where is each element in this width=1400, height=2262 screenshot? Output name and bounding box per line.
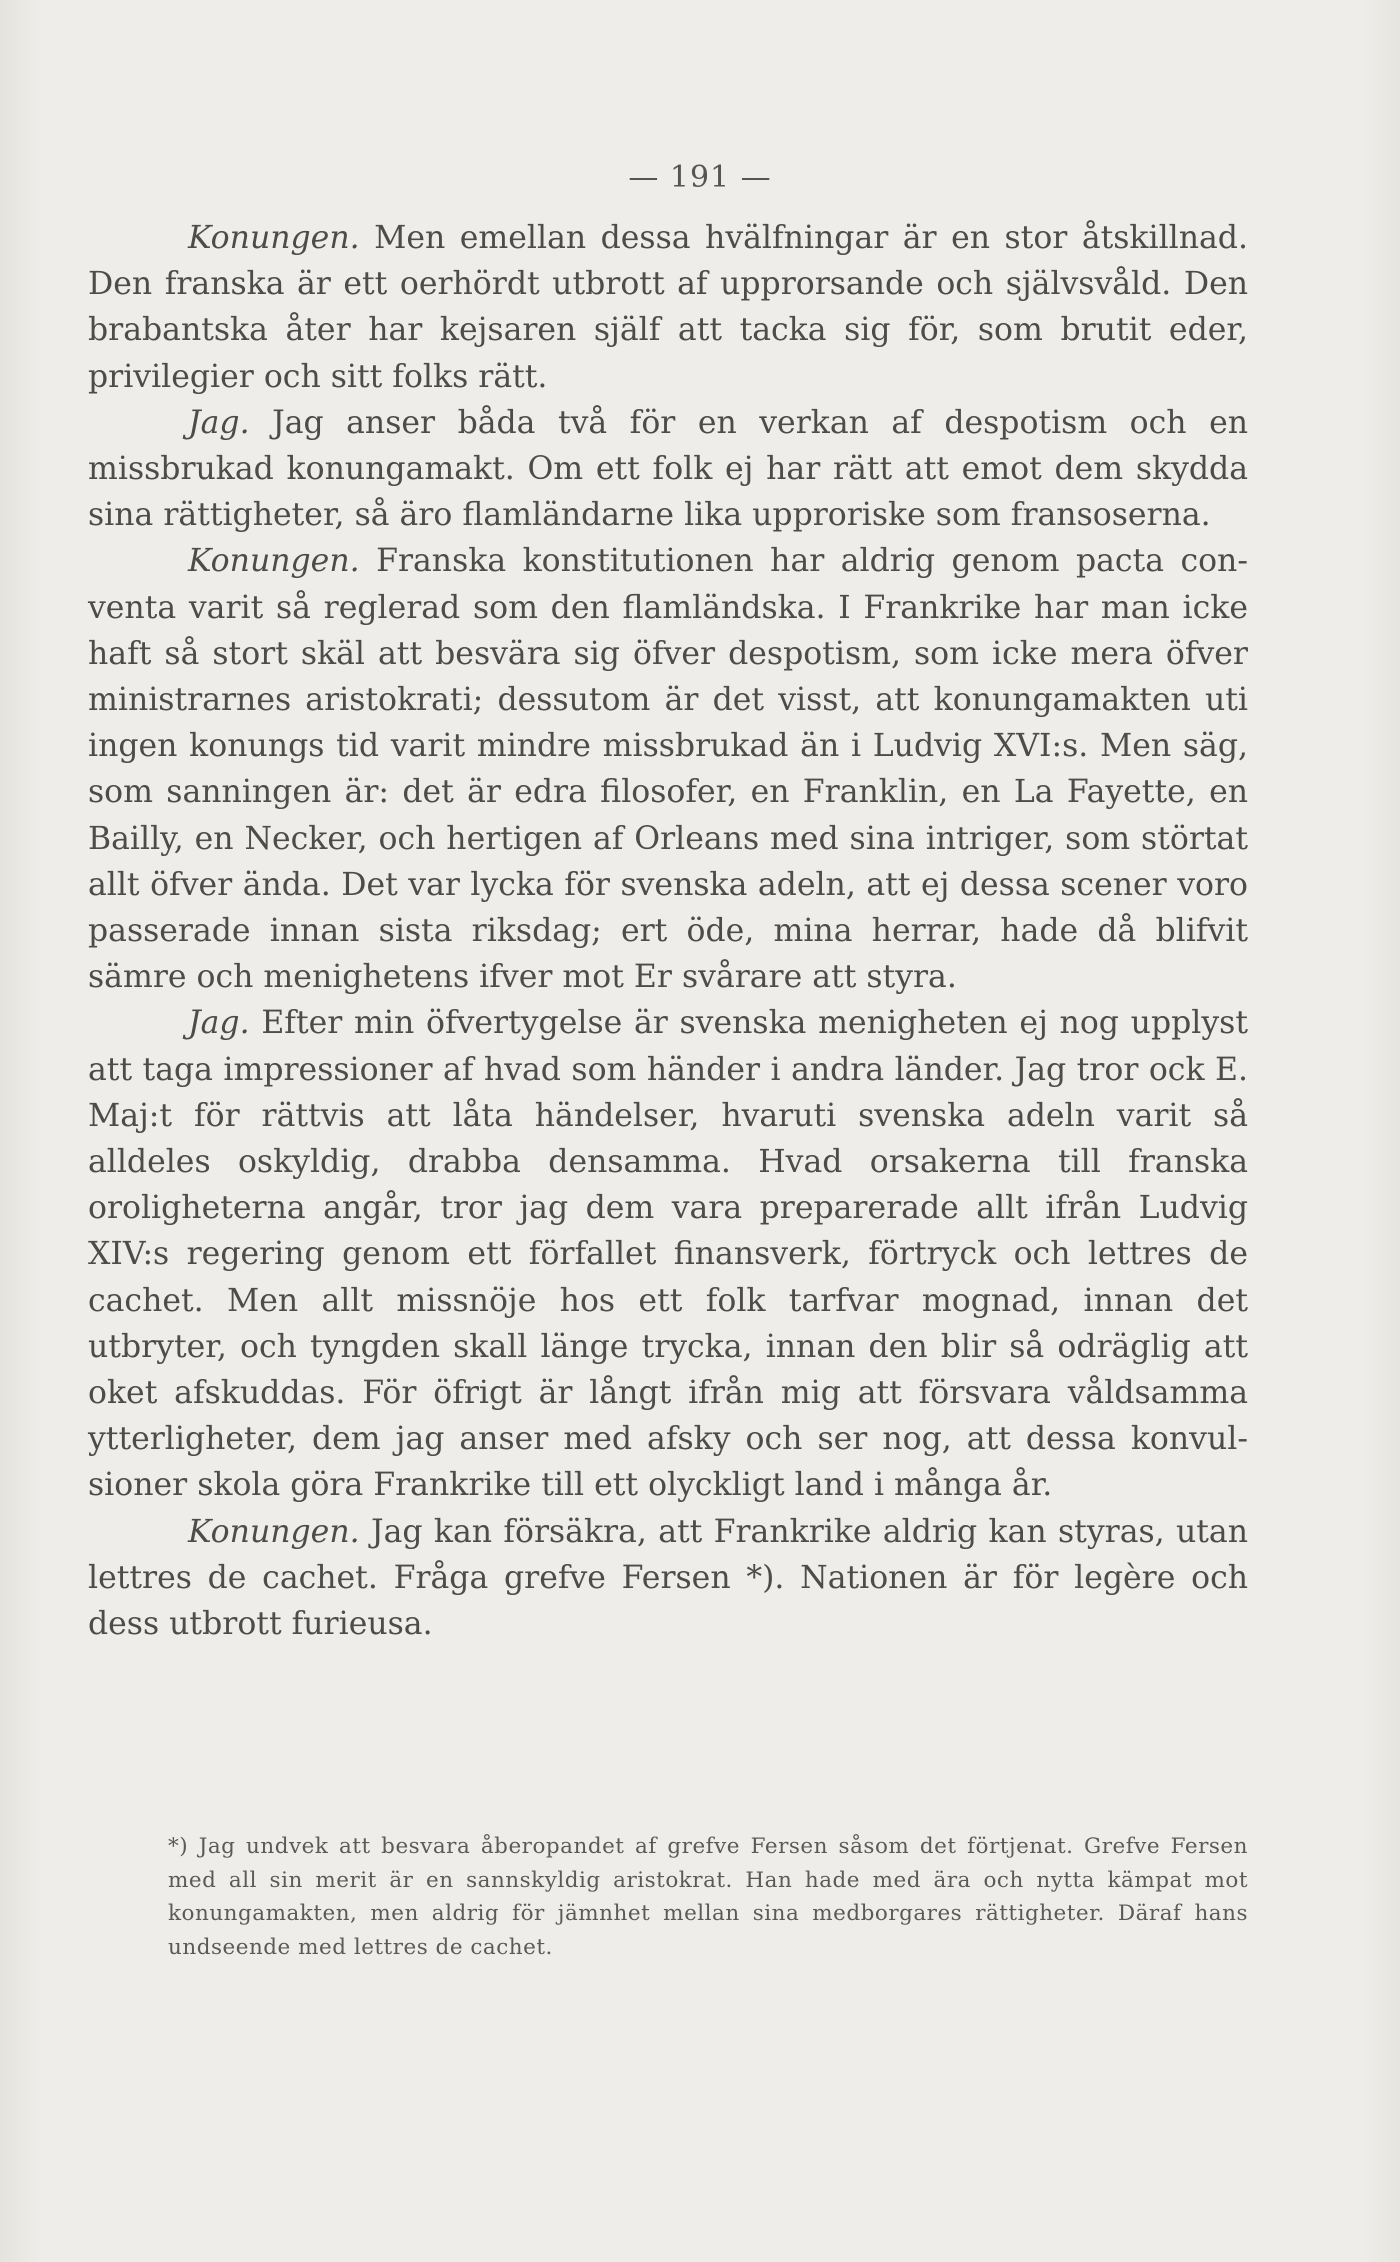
paragraph-text: Jag kan försäkra, att Frankrike aldrig kan styras, utan lettres de cachet. Fråga grefve Fersen *). Nationen är för legère och dess utbrott furieusa. (88, 1513, 1248, 1643)
speaker-label: Konungen. (188, 1513, 360, 1550)
paragraph-4 (88, 1000, 1248, 1508)
paragraph-text: Franska konstitutionen har aldrig genom pacta conventa varit så reglerad som den flamländska. I Frankrike har man icke haft så stort skäl att besvära sig öfver despotism, som icke mera öfver ministrarnes aristokrati; dessutom är det visst, att konungamakten uti ingen konungs tid varit mindre missbrukad än i Ludvig XVI:s. Men säg, som sanningen är: det är edra filosofer, en Franklin, en La Fayette, en Bailly, en Necker, och hertigen af Orleans med sina intriger, som störtat allt öfver ända. Det var lycka för svenska adeln, att ej dessa scener voro passerade innan sista riksdag; ert öde, mina herrar, hade då blifvit sämre och menighetens ifver mot Er svårare att styra. (88, 543, 1249, 996)
paragraph-1 (88, 215, 1248, 400)
footnote-text: *) Jag undvek att besvara åberopandet af grefve Fersen såsom det förtjenat. Grefve Fersen med all sin merit är en sannskyldig aristokrat. Han hade med ära och nytta kämpat mot konungamakten, men aldrig för jämnhet mellan sina medborgares rättigheter. Däraf hans undseende med lettres de cachet. (168, 1834, 1248, 1960)
paragraph-text: Efter min öfvertygelse är svenska menigheten ej nog upplyst att taga impressioner af hvad som händer i andra länder. Jag tror ock E. Maj:t för rättvis att låta händelser, hvaruti svenska adeln varit så alldeles oskyldig, drabba densamma. Hvad orsakerna till franska oroligheterna angår, tror jag dem vara prepareradе allt ifrån Ludvig XIV:s regering genom ett förfallet finansverk, förtryck och lettres de cachet. Men allt missnöje hos ett folk tarfvar mognad, innan det utbryter, och tyngden skall länge trycka, innan den blir så odräglig att oket afskuddas. För öfrigt är långt ifrån mig att försvara våldsamma ytterligheter, dem jag anser med afsky och ser nog, att dessa konvulsioner skola göra Frankrike till ett olyckligt land i många år. (88, 1005, 1248, 1504)
speaker-label: Jag. (188, 1005, 250, 1042)
paragraph-text: Jag anser båda två för en verkan af despotism och en missbrukad konungamakt. Om ett folk ej har rätt att emot dem skydda sina rättigheter, så äro flamländarne lika upproriske som fransoserna. (88, 404, 1248, 534)
footnotes (168, 1830, 1248, 1964)
speaker-label: Jag. (188, 404, 250, 441)
paragraph-2 (88, 400, 1248, 539)
paragraph-text: Men emellan dessa hvälfningar är en stor åtskillnad. Den franska är ett oerhördt utbrott af upprorsande och självsvåld. Den brabantska åter har kejsaren själf att tacka sig för, som brutit eder, privilegier och sitt folks rätt. (88, 220, 1248, 395)
paragraph-5 (88, 1509, 1248, 1648)
speaker-label: Konungen. (188, 543, 360, 580)
speaker-label: Konungen. (188, 220, 360, 256)
paragraph-3 (88, 538, 1248, 1000)
body-text (88, 215, 1248, 1647)
page-number: — 191 — (628, 160, 772, 195)
